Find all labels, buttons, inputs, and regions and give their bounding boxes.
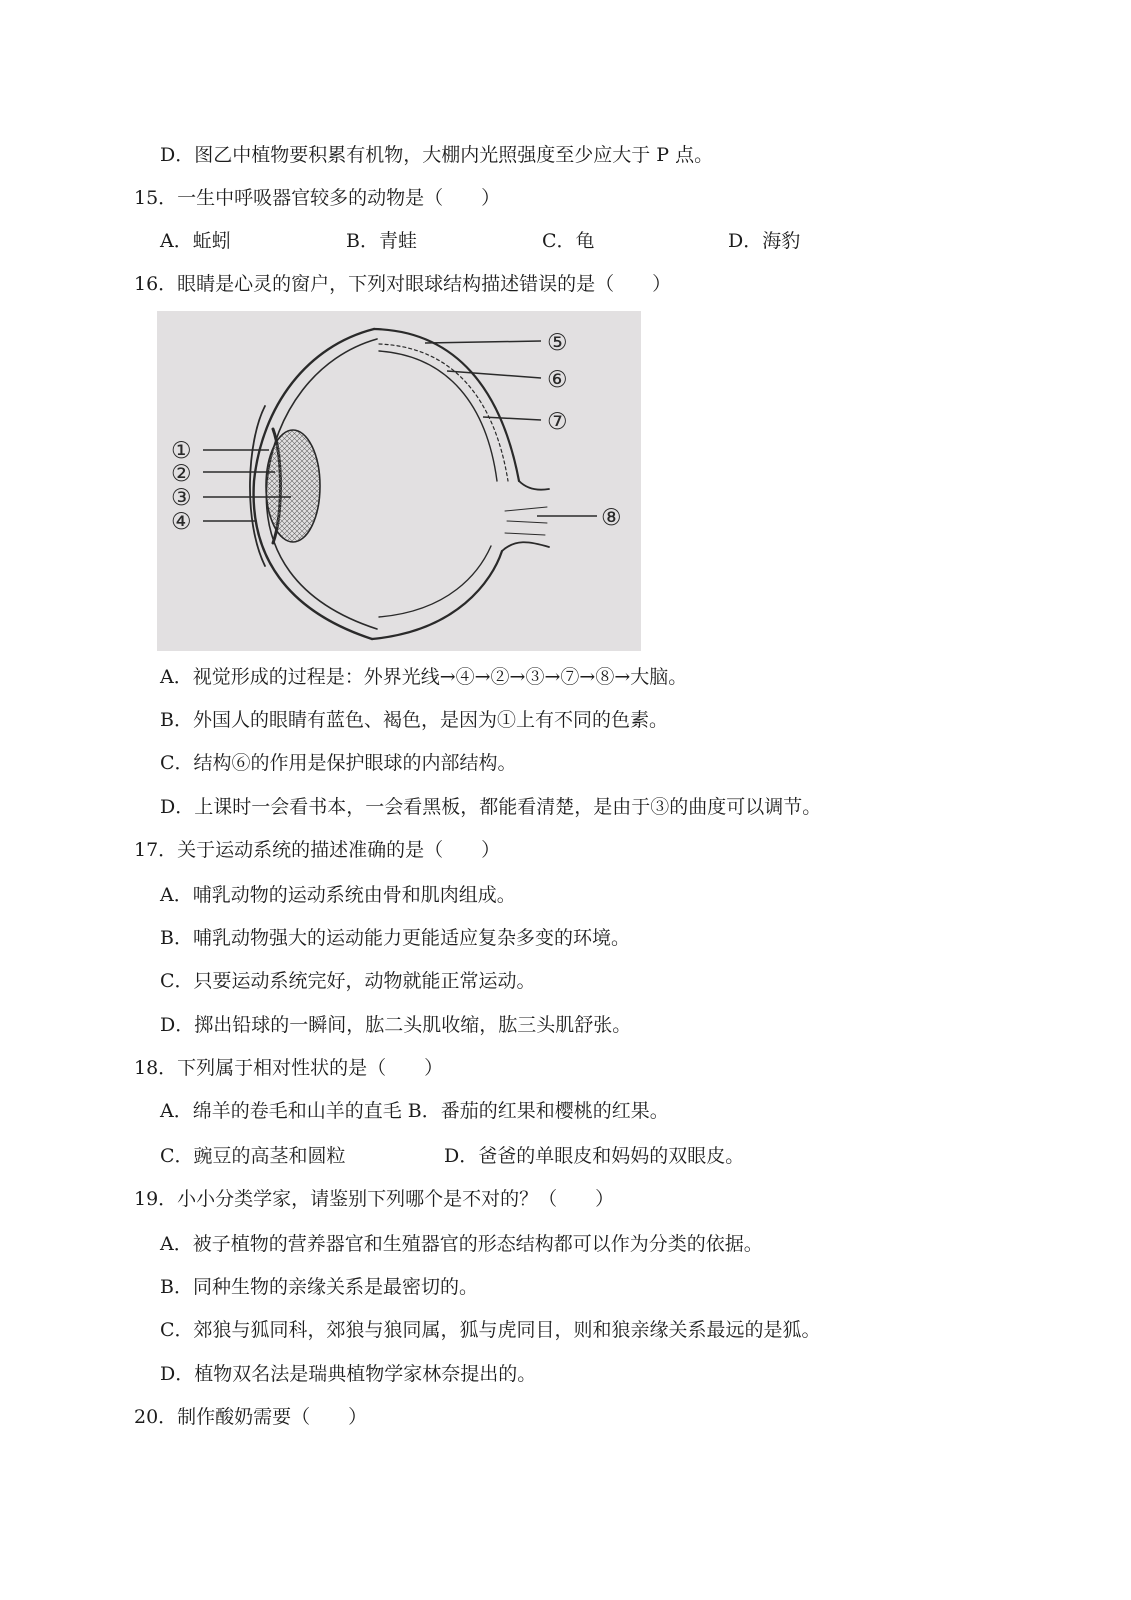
question-17-option-c: C．只要运动系统完好，动物就能正常运动。	[160, 970, 536, 992]
question-19-option-c: C．郊狼与狐同科，郊狼与狼同属，狐与虎同目，则和狼亲缘关系最远的是狐。	[160, 1319, 821, 1341]
question-18-stem: 18．下列属于相对性状的是（ ）	[134, 1057, 444, 1079]
question-17-option-d: D．掷出铅球的一瞬间，肱二头肌收缩，肱三头肌舒张。	[160, 1014, 632, 1036]
label-7: ⑦	[547, 409, 568, 435]
question-16-option-c: C．结构⑥的作用是保护眼球的内部结构。	[160, 752, 517, 774]
question-17-option-a: A．哺乳动物的运动系统由骨和肌肉组成。	[160, 884, 516, 906]
retina-line	[379, 351, 497, 481]
label-6: ⑥	[547, 367, 568, 393]
label-2: ②	[171, 461, 192, 487]
option-d-previous: D．图乙中植物要积累有机物，大棚内光照强度至少应大于 P 点。	[160, 144, 714, 166]
choroid-line	[379, 344, 508, 481]
question-19-option-b: B．同种生物的亲缘关系是最密切的。	[160, 1276, 478, 1298]
question-15-option-a: A．蚯蚓	[160, 230, 231, 252]
eyeball-back-wall-lower	[372, 551, 502, 639]
question-18-option-c: C．豌豆的高茎和圆粒	[160, 1145, 346, 1167]
label-8: ⑧	[601, 505, 622, 531]
question-17-option-b: B．哺乳动物强大的运动能力更能适应复杂多变的环境。	[160, 927, 630, 949]
question-17-stem: 17．关于运动系统的描述准确的是（ ）	[134, 839, 501, 861]
pointer-5-line	[425, 341, 541, 343]
question-15-option-c: C．龟	[542, 230, 595, 252]
cornea-line	[250, 406, 265, 566]
retina-line-lower	[379, 546, 491, 617]
label-3: ③	[171, 485, 192, 511]
label-1: ①	[171, 438, 192, 464]
label-5: ⑤	[547, 330, 568, 356]
eyeball-svg	[157, 311, 641, 651]
question-19-option-d: D．植物双名法是瑞典植物学家林奈提出的。	[160, 1363, 537, 1385]
question-16-stem: 16．眼睛是心灵的窗户，下列对眼球结构描述错误的是（ ）	[134, 273, 672, 295]
eyeball-diagram	[157, 311, 641, 651]
optic-nerve-bottom	[502, 542, 549, 551]
question-18-option-d: D．爸爸的单眼皮和妈妈的双眼皮。	[444, 1145, 745, 1167]
question-20-stem: 20．制作酸奶需要（ ）	[134, 1406, 368, 1428]
question-19-option-a: A．被子植物的营养器官和生殖器官的形态结构都可以作为分类的依据。	[160, 1233, 763, 1255]
label-4: ④	[171, 509, 192, 535]
optic-nerve-fibers	[505, 507, 547, 535]
question-15-option-b: B．青蛙	[346, 230, 417, 252]
question-16-option-a: A．视觉形成的过程是：外界光线→④→②→③→⑦→⑧→大脑。	[160, 666, 688, 688]
pointer-7-line	[483, 417, 541, 420]
lens-shape	[266, 430, 320, 542]
question-18-options-a-b: A．绵羊的卷毛和山羊的直毛 B．番茄的红果和樱桃的红果。	[160, 1100, 669, 1122]
eyeball-back-wall	[374, 329, 519, 481]
question-15-option-d: D．海豹	[728, 230, 801, 252]
question-16-option-d: D．上课时一会看书本，一会看黑板，都能看清楚，是由于③的曲度可以调节。	[160, 796, 822, 818]
question-16-option-b: B．外国人的眼睛有蓝色、褐色，是因为①上有不同的色素。	[160, 709, 668, 731]
optic-nerve-top	[519, 481, 549, 490]
question-15-stem: 15．一生中呼吸器官较多的动物是（ ）	[134, 187, 501, 209]
question-19-stem: 19．小小分类学家，请鉴别下列哪个是不对的？（ ）	[134, 1188, 615, 1210]
